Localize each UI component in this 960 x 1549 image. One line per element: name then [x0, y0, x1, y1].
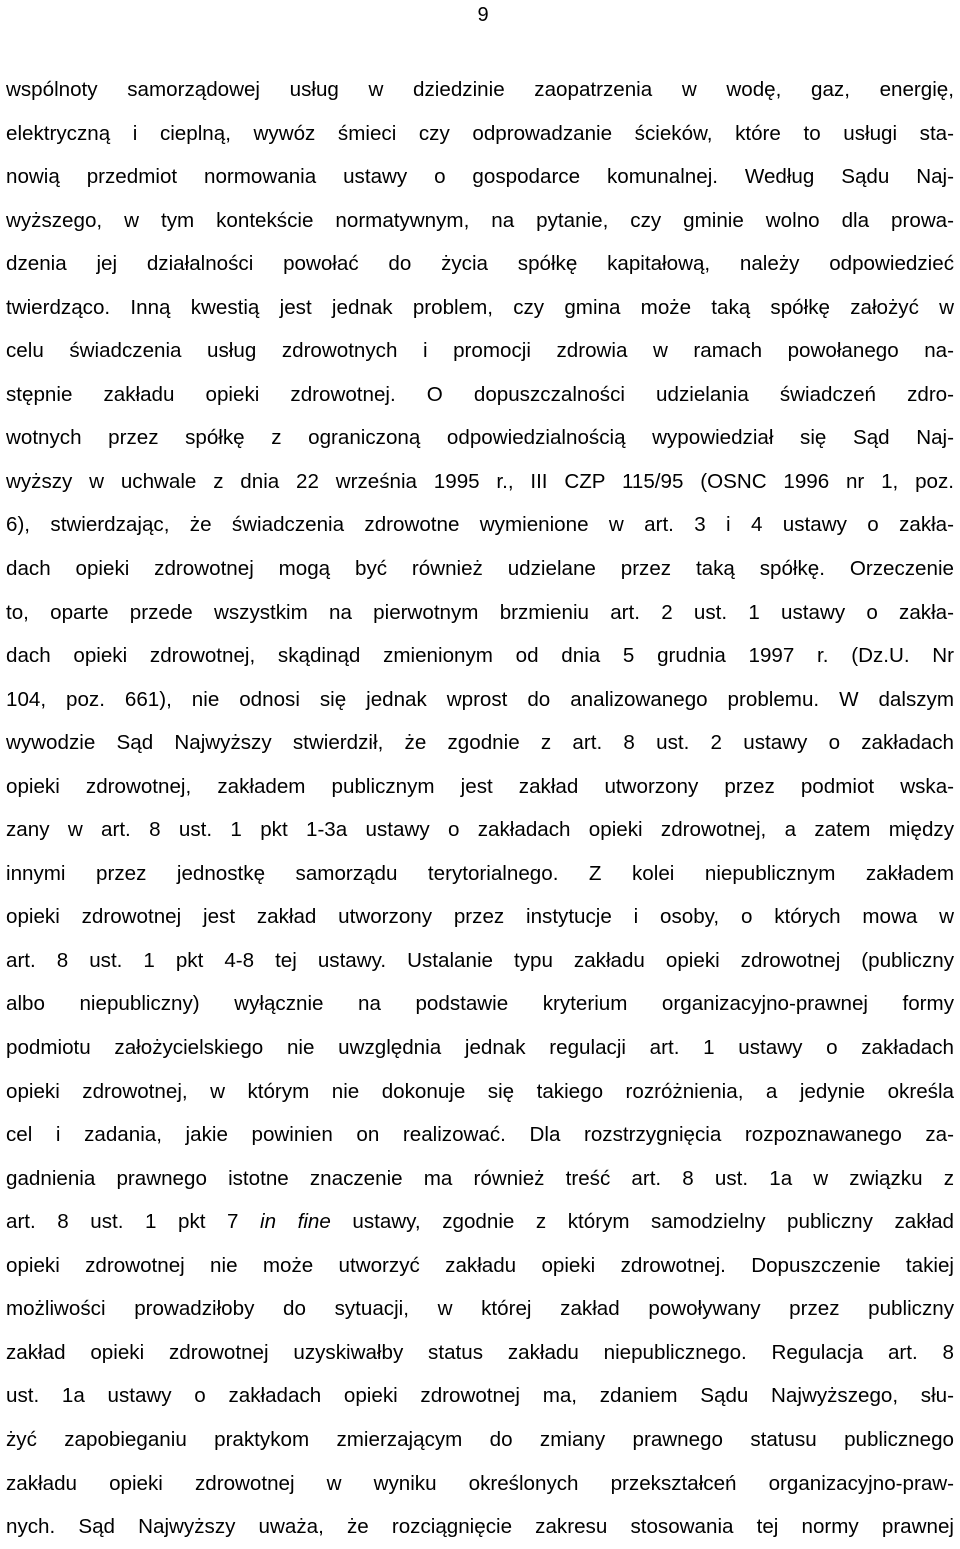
text-line: żyć zapobieganiu praktykom zmierzającym do zmiany prawnego statusu publicznego [6, 1427, 954, 1451]
text-line: 104, poz. 661), nie odnosi się jednak wprost do analizowanego problemu. W dalszym [6, 687, 954, 711]
text-line: to, oparte przede wszystkim na pierwotnym brzmieniu art. 2 ust. 1 ustawy o zakła- [6, 600, 954, 624]
text-line: dzenia jej działalności powołać do życia spółkę kapitałową, należy odpowiedzieć [6, 252, 954, 276]
text-line: opieki zdrowotnej nie może utworzyć zakładu opieki zdrowotnej. Dopuszczenie takiej [6, 1253, 954, 1277]
text-line: nych. Sąd Najwyższy uważa, że rozciągnięcie zakresu stosowania tej normy prawnej [6, 1515, 954, 1539]
text-line: cel i zadania, jakie powinien on realizować. Dla rozstrzygnięcia rozpoznawanego za- [6, 1123, 954, 1147]
text-line: dach opieki zdrowotnej mogą być również udzielane przez taką spółkę. Orzeczenie [6, 557, 954, 581]
text-line: opieki zdrowotnej, zakładem publicznym jest zakład utworzony przez podmiot wska- [6, 774, 954, 798]
text-segment: art. 8 ust. 1 pkt 7 [6, 1210, 261, 1234]
page-number: 9 [477, 4, 489, 26]
text-line: celu świadczenia usług zdrowotnych i promocji zdrowia w ramach powołanego na- [6, 339, 954, 363]
text-line: wywodzie Sąd Najwyższy stwierdził, że zgodnie z art. 8 ust. 2 ustawy o zakładach [6, 731, 954, 755]
text-line-with-italic [6, 1200, 954, 1244]
text-line: elektryczną i cieplną, wywóz śmieci czy odprowadzanie ścieków, które to usługi sta- [6, 121, 954, 145]
text-line: nowią przedmiot normowania ustawy o gospodarce komunalnej. Według Sądu Naj- [6, 165, 954, 189]
text-line: gadnienia prawnego istotne znaczenie ma również treść art. 8 ust. 1a w związku z [6, 1166, 954, 1190]
text-line: innymi przez jednostkę samorządu terytorialnego. Z kolei niepublicznym zakładem [6, 861, 954, 885]
text-line: wotnych przez spółkę z ograniczoną odpowiedzialnością wypowiedział się Sąd Naj- [6, 426, 954, 450]
text-segment: ustawy, zgodnie z którym samodzielny publiczny zakład [330, 1210, 954, 1234]
text-line: twierdząco. Inną kwestią jest jednak problem, czy gmina może taką spółkę założyć w [6, 295, 954, 319]
italic-phrase: in fine [260, 1210, 331, 1234]
text-line: podmiotu założycielskiego nie uwzględnia jednak regulacji art. 1 ustawy o zakładach [6, 1036, 954, 1060]
text-line: wyższego, w tym kontekście normatywnym, na pytanie, czy gminie wolno dla prowa- [6, 208, 954, 232]
text-line: wyższy w uchwale z dnia 22 września 1995 r., III CZP 115/95 (OSNC 1996 nr 1, poz. [6, 469, 954, 493]
text-line: opieki zdrowotnej jest zakład utworzony przez instytucje i osoby, o których mowa w [6, 905, 954, 929]
body-text [6, 68, 954, 1549]
text-line: art. 8 ust. 1 pkt 4-8 tej ustawy. Ustalanie typu zakładu opieki zdrowotnej (publiczny [6, 948, 954, 972]
text-line: wspólnoty samorządowej usług w dziedzinie zaopatrzenia w wodę, gaz, energię, [6, 78, 954, 101]
text-line: 6), stwierdzając, że świadczenia zdrowotne wymienione w art. 3 i 4 ustawy o zakła- [6, 513, 954, 537]
text-line: zakładu opieki zdrowotnej w wyniku określonych przekształceń organizacyjno-praw- [6, 1471, 954, 1495]
text-line: możliwości prowadziłoby do sytuacji, w której zakład powoływany przez publiczny [6, 1297, 954, 1321]
text-line: dach opieki zdrowotnej, skądinąd zmienionym od dnia 5 grudnia 1997 r. (Dz.U. Nr [6, 644, 954, 668]
text-line: ust. 1a ustawy o zakładach opieki zdrowotnej ma, zdaniem Sądu Najwyższego, słu- [6, 1384, 954, 1408]
text-line: zany w art. 8 ust. 1 pkt 1-3a ustawy o zakładach opieki zdrowotnej, a zatem między [6, 818, 954, 842]
text-line: opieki zdrowotnej, w którym nie dokonuje się takiego rozróżnienia, a jedynie określa [6, 1079, 954, 1103]
text-line: albo niepubliczny) wyłącznie na podstawie kryterium organizacyjno-prawnej formy [6, 992, 954, 1016]
text-line: stępnie zakładu opieki zdrowotnej. O dopuszczalności udzielania świadczeń zdro- [6, 382, 954, 406]
text-line: zakład opieki zdrowotnej uzyskiwałby status zakładu niepublicznego. Regulacja art. 8 [6, 1340, 954, 1364]
